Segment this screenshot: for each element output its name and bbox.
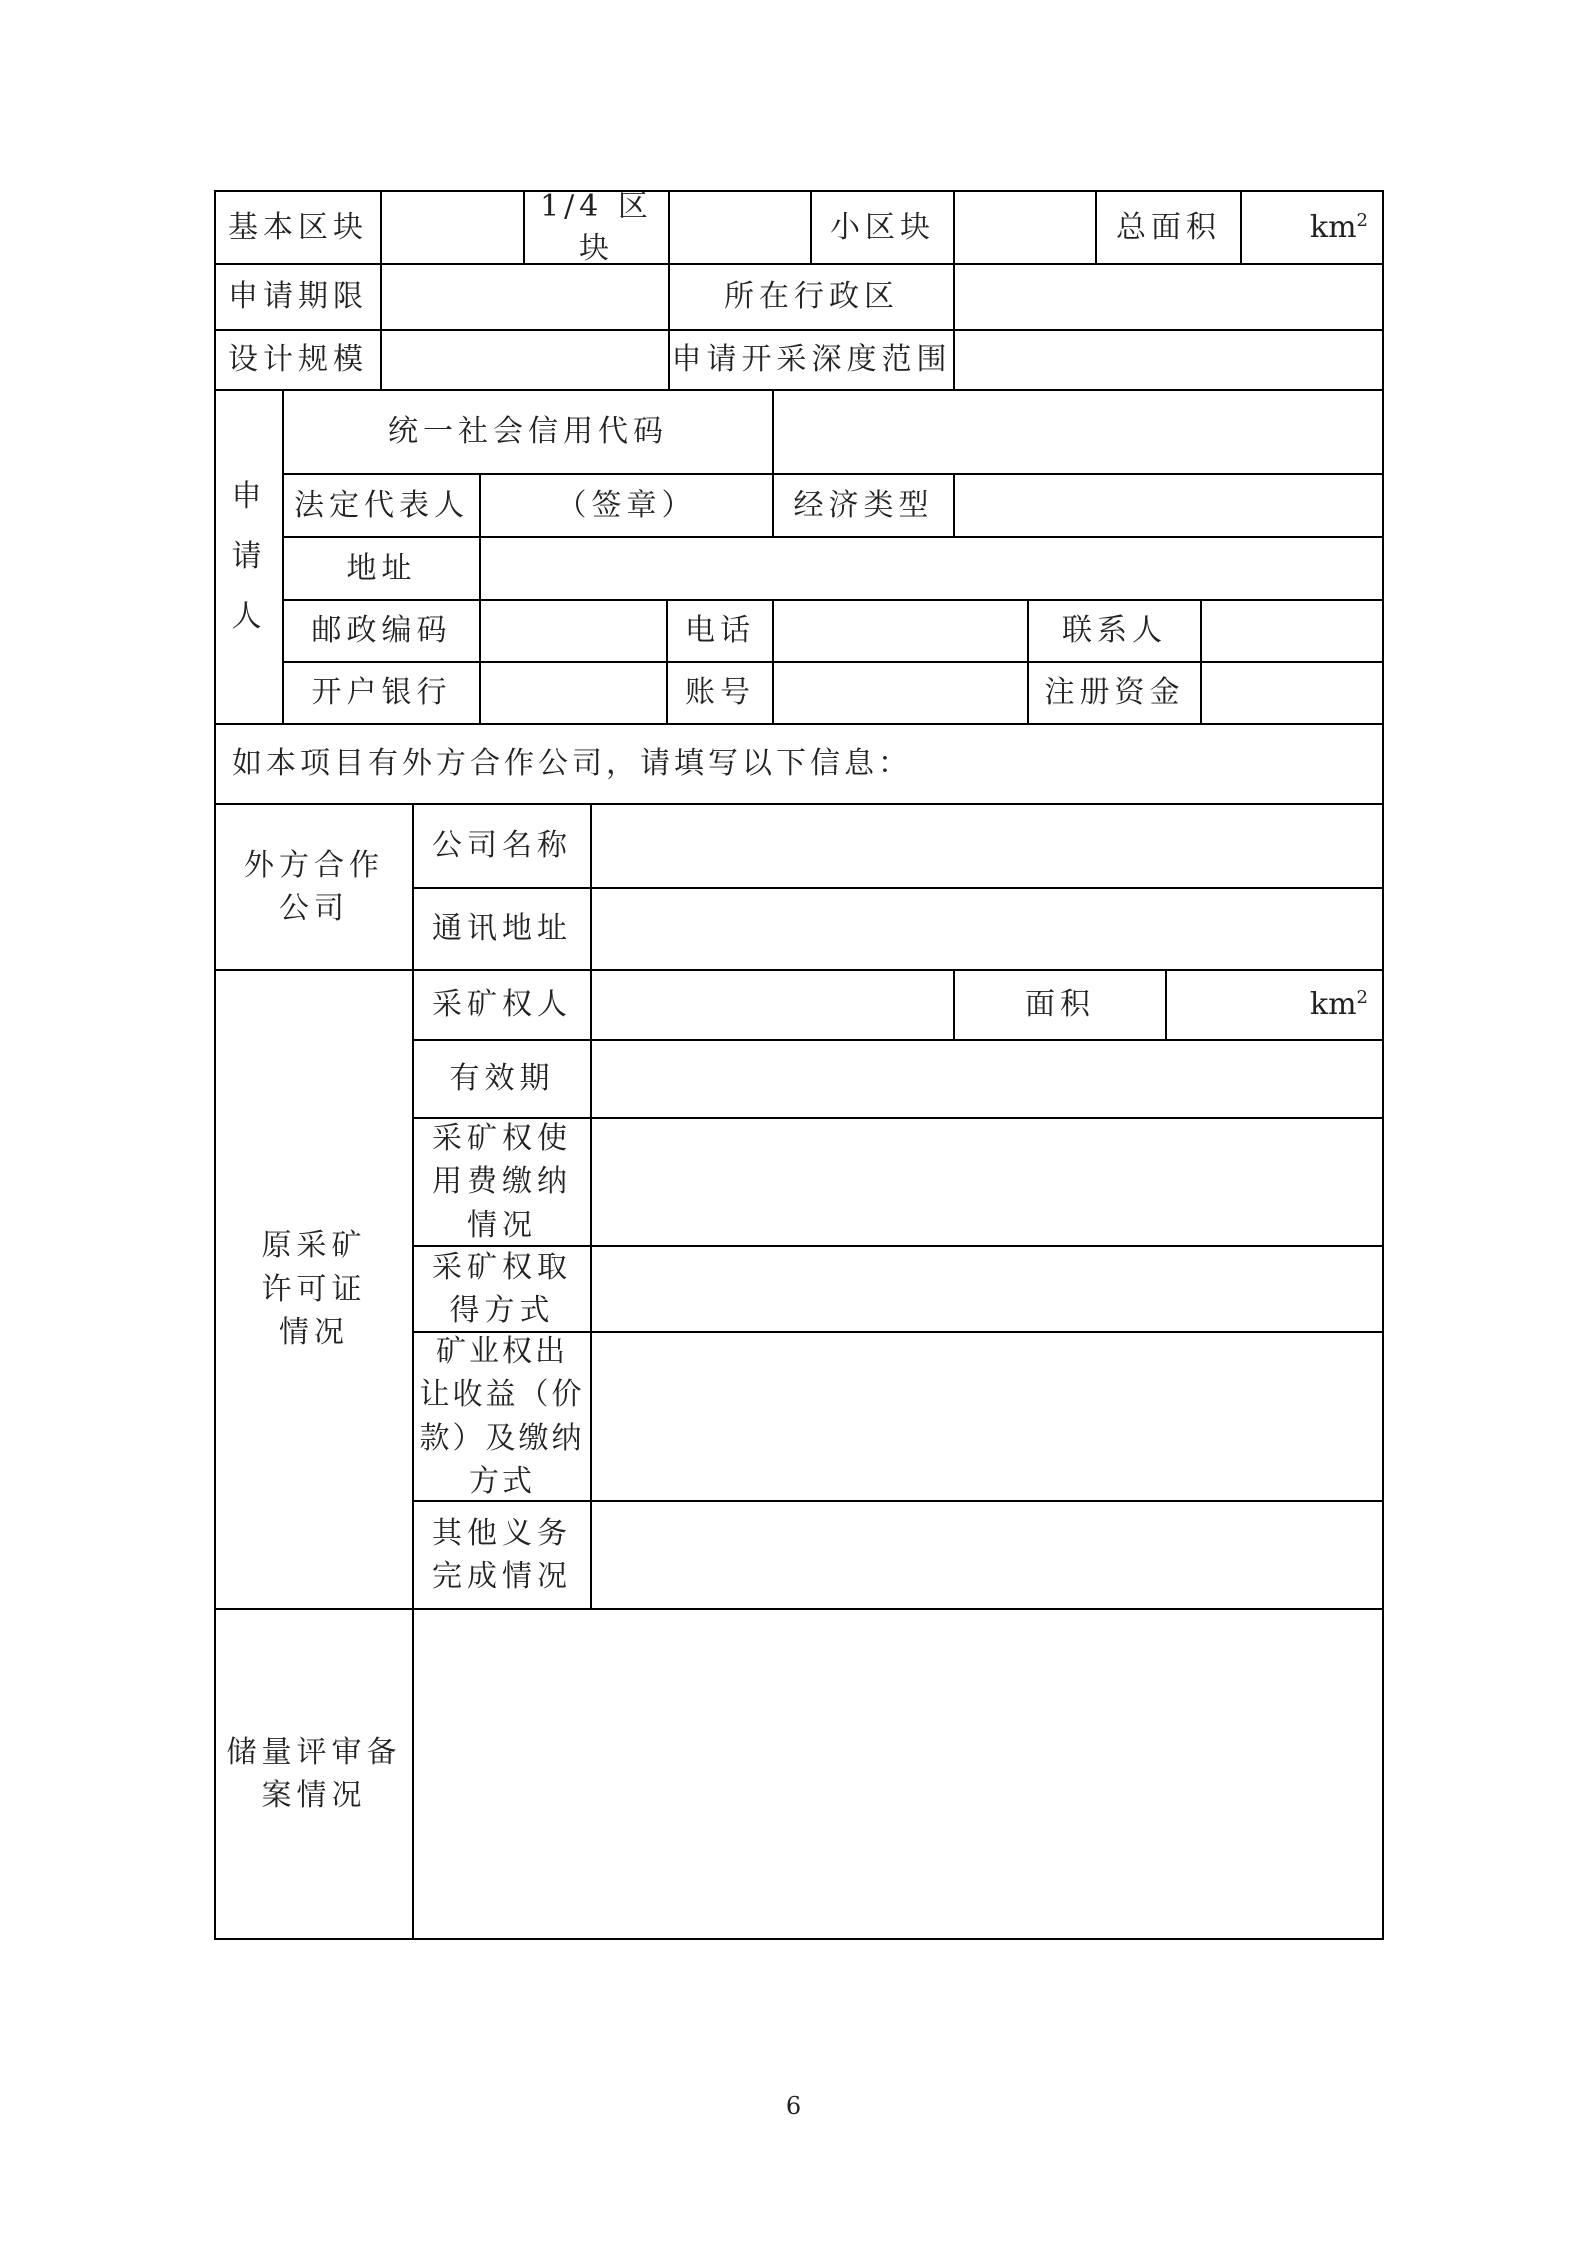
area-field[interactable] (1165, 969, 1384, 1041)
validity-label (412, 1039, 592, 1119)
admin-region-field[interactable] (953, 263, 1384, 331)
credit-code-text: 统一社会信用代码 (388, 414, 668, 449)
holder-field[interactable] (590, 969, 955, 1041)
small-block-label (810, 190, 955, 265)
company-name-field[interactable] (590, 803, 1384, 889)
foreign-address-text: 通讯地址 (432, 911, 572, 946)
acquisition-text: 采矿权取 得方式 (432, 1249, 572, 1328)
contact-text: 联系人 (1062, 613, 1167, 648)
capital-text: 注册资金 (1044, 675, 1185, 710)
basic-block-field[interactable] (380, 190, 525, 265)
credit-code-field[interactable] (772, 389, 1384, 475)
foreign-heading (214, 803, 414, 971)
reserves-field[interactable] (412, 1608, 1384, 1940)
total-area-field[interactable] (1240, 190, 1384, 265)
holder-text: 采矿权人 (432, 987, 572, 1022)
company-name-text: 公司名称 (432, 828, 572, 863)
depth-range-field[interactable] (953, 329, 1384, 391)
area-unit: $km^2$ (1309, 987, 1368, 1022)
area-text: 面积 (1025, 987, 1095, 1022)
validity-text: 有效期 (449, 1061, 555, 1096)
page-number: 6 (785, 2092, 802, 2120)
small-block-field[interactable] (953, 190, 1097, 265)
depth-range-text: 申请开采深度范围 (671, 342, 952, 377)
address-field[interactable] (479, 536, 1384, 601)
depth-range-label (668, 329, 955, 391)
applicant-side-text: 申 请 人 (231, 479, 267, 634)
area-label (953, 969, 1167, 1041)
phone-text: 电话 (685, 613, 755, 648)
validity-field[interactable] (590, 1039, 1384, 1119)
transfer-income-label (412, 1331, 592, 1502)
design-scale-text: 设计规模 (228, 342, 368, 377)
legal-rep-label (282, 473, 481, 538)
quarter-block-text: 1/4 区块 (540, 188, 653, 266)
fee-status-text: 采矿权使 用费缴纳 情况 (432, 1120, 572, 1243)
period-field[interactable] (380, 263, 670, 331)
capital-label (1027, 661, 1202, 725)
acquisition-label (412, 1245, 592, 1333)
address-text: 地址 (346, 550, 417, 586)
foreign-address-field[interactable] (590, 887, 1384, 971)
admin-region-text: 所在行政区 (724, 279, 899, 314)
fee-status-field[interactable] (590, 1117, 1384, 1247)
bank-label (282, 661, 481, 725)
basic-block-label (214, 190, 382, 265)
address-label (282, 536, 481, 601)
reserves-heading (214, 1608, 414, 1940)
econ-type-label (772, 473, 955, 538)
postal-code-text: 邮政编码 (311, 613, 452, 648)
other-obligations-label (412, 1500, 592, 1610)
original-heading (214, 969, 414, 1610)
phone-field[interactable] (772, 599, 1029, 663)
account-text: 账号 (685, 675, 755, 710)
capital-field[interactable] (1200, 661, 1384, 725)
foreign-note-row (214, 723, 1384, 805)
design-scale-label (214, 329, 382, 391)
transfer-income-field[interactable] (590, 1331, 1384, 1502)
original-heading-text: 原采矿 许可证 情况 (261, 1228, 367, 1351)
postal-code-field[interactable] (479, 599, 668, 663)
quarter-block-field[interactable] (668, 190, 812, 265)
account-label (666, 661, 774, 725)
account-field[interactable] (772, 661, 1029, 725)
seal-text: （签章） (556, 487, 697, 523)
foreign-address-label (412, 887, 592, 971)
foreign-note-text: 如本项目有外方合作公司，请填写以下信息： (232, 746, 912, 781)
applicant-side-label (214, 389, 284, 725)
reserves-heading-text: 储量评审备 案情况 (226, 1734, 402, 1813)
transfer-income-text: 矿业权出 让收益（价 款）及缴纳 方式 (419, 1333, 585, 1499)
econ-type-field[interactable] (953, 473, 1384, 538)
fee-status-label (412, 1117, 592, 1247)
total-area-label (1095, 190, 1242, 265)
legal-rep-text: 法定代表人 (294, 487, 469, 523)
contact-field[interactable] (1200, 599, 1384, 663)
contact-label (1027, 599, 1202, 663)
foreign-heading-text: 外方合作 公司 (244, 847, 384, 926)
small-block-text: 小区块 (830, 209, 935, 245)
basic-block-text: 基本区块 (228, 209, 368, 245)
admin-region-label (668, 263, 955, 331)
holder-label (412, 969, 592, 1041)
design-scale-field[interactable] (380, 329, 670, 391)
bank-field[interactable] (479, 661, 668, 725)
period-label (214, 263, 382, 331)
other-obligations-text: 其他义务 完成情况 (432, 1515, 572, 1594)
bank-text: 开户银行 (311, 675, 452, 710)
credit-code-label (282, 389, 774, 475)
quarter-block-label (523, 190, 670, 265)
econ-type-text: 经济类型 (793, 487, 934, 523)
company-name-label (412, 803, 592, 889)
total-area-unit: $km^2$ (1309, 209, 1368, 245)
postal-code-label (282, 599, 481, 663)
legal-rep-field[interactable] (479, 473, 774, 538)
total-area-text: 总面积 (1116, 209, 1221, 245)
period-text: 申请期限 (228, 279, 368, 314)
other-obligations-field[interactable] (590, 1500, 1384, 1610)
phone-label (666, 599, 774, 663)
acquisition-field[interactable] (590, 1245, 1384, 1333)
